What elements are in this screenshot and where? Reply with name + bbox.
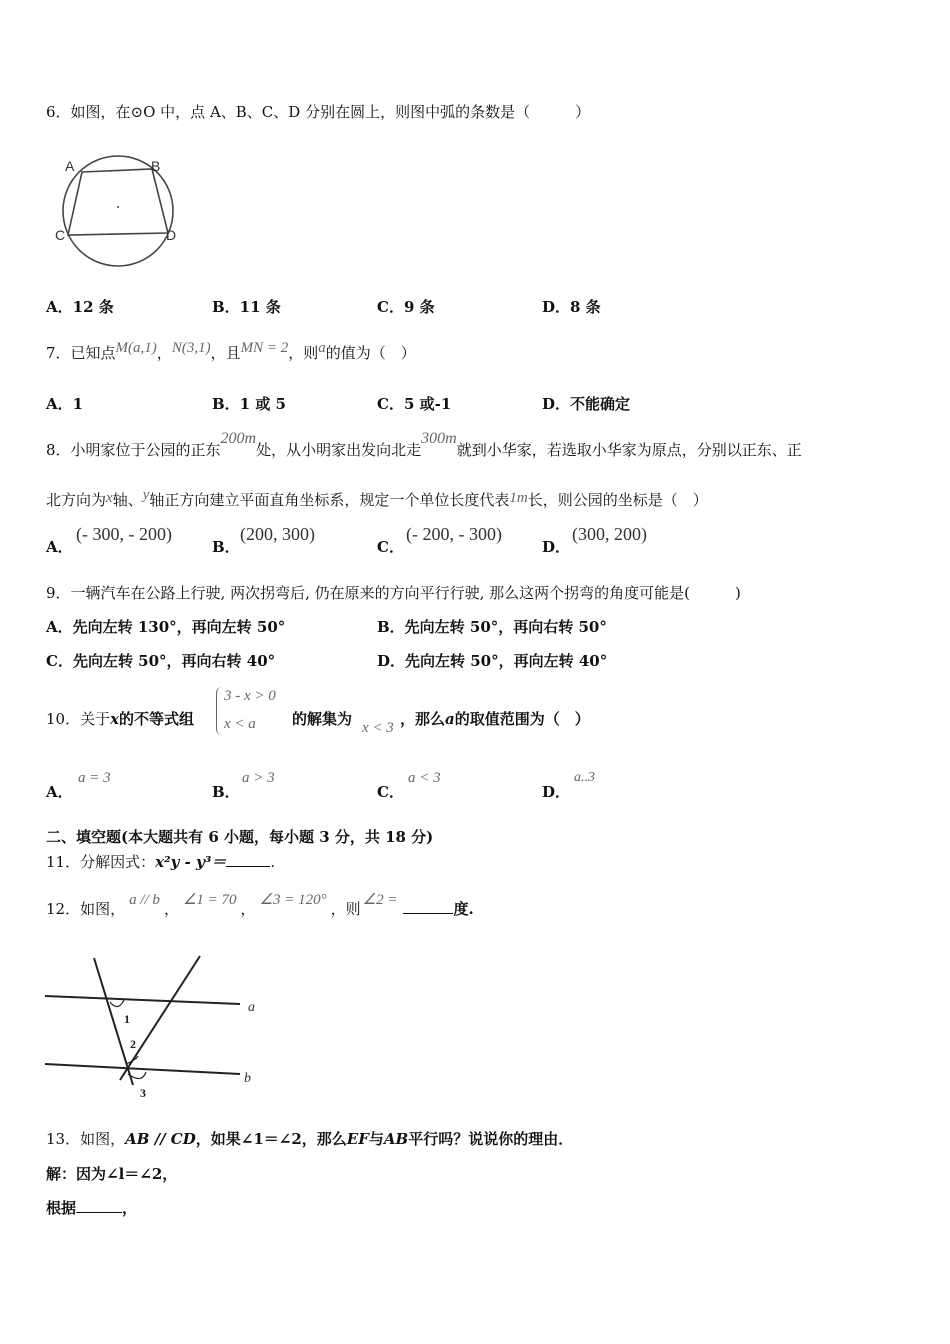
q6-option-d[interactable]: D．8 条 xyxy=(542,298,601,316)
q12-parallel-lines-figure xyxy=(40,952,280,1102)
q9-option-a[interactable]: A．先向左转 130°，再向左转 50° xyxy=(46,618,286,636)
q9-option-d[interactable]: D．先向左转 50°，再向左转 40° xyxy=(377,652,608,670)
q11-text: 11．分解因式： xyxy=(46,853,156,871)
q10-stem-part1 xyxy=(46,709,194,729)
q6-circle-figure xyxy=(50,152,190,272)
q8-stem-line1 xyxy=(46,430,802,461)
q10-inequality-2: x < a xyxy=(224,716,256,732)
label-a: a xyxy=(248,1000,255,1015)
q13-ab-cd: AB // CD xyxy=(125,1130,196,1148)
q8-stem-line2 xyxy=(46,487,708,511)
q10-option-a-letter: A． xyxy=(46,783,73,801)
label-b: b xyxy=(244,1071,251,1086)
quadrilateral-abdc xyxy=(68,169,168,235)
q13-solution-line1: 解：因为∠l＝∠2， xyxy=(46,1165,178,1183)
q8-text-1b: 处，从小明家出发向北走 xyxy=(256,441,422,459)
q8-option-c-letter: C． xyxy=(377,538,404,556)
section-2-heading: 二、填空题(本大题共有 6 小题，每小题 3 分，共 18 分) xyxy=(46,828,434,846)
q7-text-4: ，则 xyxy=(288,344,319,362)
q12-answer-blank[interactable] xyxy=(403,899,453,914)
q10-system-brace xyxy=(216,687,223,735)
q12-comma-1: ， xyxy=(163,900,179,918)
q10-option-a-value: a = 3 xyxy=(78,770,111,786)
q13-reason-end: ， xyxy=(122,1199,138,1217)
label-a: A xyxy=(65,158,75,174)
q7-stem xyxy=(46,340,416,364)
q13-text-1: 13．如图， xyxy=(46,1130,126,1148)
q7-var-a: a xyxy=(318,340,326,356)
q7-text-2: ， xyxy=(156,344,172,362)
q13-reason-blank[interactable] xyxy=(76,1198,122,1213)
q8-text-2a: 北方向为 xyxy=(46,491,107,509)
label-c: C xyxy=(55,227,66,243)
q11-answer-blank[interactable] xyxy=(226,852,270,867)
label-3: 3 xyxy=(140,1086,146,1100)
q10-stem-part2 xyxy=(400,709,590,729)
q8-option-d-letter: D． xyxy=(542,538,571,556)
q8-option-c[interactable] xyxy=(377,537,404,557)
q8-distance-300: 300m xyxy=(421,430,457,447)
q13-ab: AB xyxy=(383,1130,409,1148)
q7-option-a[interactable]: A．1 xyxy=(46,395,84,413)
q7-text-1: 7．已知点 xyxy=(46,344,116,362)
q10-option-b-value: a > 3 xyxy=(242,770,275,786)
q10-solution: x < 3 xyxy=(362,720,394,736)
q10-option-d[interactable] xyxy=(542,782,570,802)
q11-end: . xyxy=(270,853,276,871)
q12-text-2: ，则 xyxy=(330,900,361,918)
q8-option-a[interactable] xyxy=(46,537,73,557)
q10-option-d-letter: D． xyxy=(542,783,571,801)
q8-text-2b: 轴、 xyxy=(112,491,143,509)
q11-stem xyxy=(46,852,275,872)
q7-text-5: 的值为（ ） xyxy=(325,344,416,362)
q10-text-4: ，那么 xyxy=(400,710,446,728)
q8-distance-200: 200m xyxy=(220,430,257,447)
q10-option-b[interactable] xyxy=(212,782,240,802)
q13-text-4: 平行吗？说说你的理由． xyxy=(408,1130,574,1148)
q8-option-a-letter: A． xyxy=(46,538,73,556)
q10-option-c-value: a < 3 xyxy=(408,770,441,786)
label-2: 2 xyxy=(130,1037,136,1051)
line-b xyxy=(45,1064,240,1074)
q10-option-c[interactable] xyxy=(377,782,404,802)
q8-y-axis: y xyxy=(142,487,150,503)
q10-text-2: 的不等式组 xyxy=(119,710,195,728)
q8-unit-1m: 1m xyxy=(509,490,528,506)
angle-1-arc xyxy=(110,1000,124,1007)
q8-text-1c: 就到小华家，若选取小华家为原点，分别以正东、正 xyxy=(456,441,802,459)
q7-point-m: M(a,1) xyxy=(115,340,157,356)
q7-option-d[interactable]: D．不能确定 xyxy=(542,395,631,413)
q9-option-b[interactable]: B．先向左转 50°，再向右转 50° xyxy=(377,618,607,636)
q10-inequality-1: 3 - x > 0 xyxy=(224,688,276,704)
q13-text-3: 与 xyxy=(368,1130,384,1148)
q7-option-c[interactable]: C．5 或-1 xyxy=(377,395,452,413)
q12-stem xyxy=(46,892,474,920)
q10-var-x: x xyxy=(110,710,120,728)
q10-text-3: 的解集为 xyxy=(292,710,353,728)
q13-solution-line2 xyxy=(46,1198,137,1218)
q12-end: 度. xyxy=(453,900,474,918)
q8-option-c-value: (- 200, - 300) xyxy=(406,524,502,544)
q7-point-n: N(3,1) xyxy=(171,340,211,356)
q13-stem xyxy=(46,1129,573,1149)
q13-ef: EF xyxy=(346,1130,369,1148)
q6-option-a[interactable]: A．12 条 xyxy=(46,298,114,316)
q10-option-c-letter: C． xyxy=(377,783,404,801)
q7-option-b[interactable]: B．1 或 5 xyxy=(212,395,286,413)
q8-x-axis: x xyxy=(106,490,113,506)
q10-option-a[interactable] xyxy=(46,782,73,802)
q7-text-3: ，且 xyxy=(210,344,241,362)
q8-option-d-value: (300, 200) xyxy=(572,524,647,544)
q8-text-2d: 长，则公园的坐标是（ ） xyxy=(527,491,708,509)
q6-option-b[interactable]: B．11 条 xyxy=(212,298,281,316)
q10-var-a: a xyxy=(445,710,455,728)
q9-stem: 9．一辆汽车在公路上行驶, 两次拐弯后, 仍在原来的方向平行行驶, 那么这两个拐弯的角度可能是( ) xyxy=(46,584,741,602)
q8-text-2c: 轴正方向建立平面直角坐标系，规定一个单位长度代表 xyxy=(149,491,510,509)
q8-option-b-value: (200, 300) xyxy=(240,524,315,544)
q12-angle-3: ∠3 = 120° xyxy=(259,892,327,908)
q13-reason-label: 根据 xyxy=(46,1199,77,1217)
label-d: D xyxy=(166,227,177,243)
q12-comma-2: ， xyxy=(240,900,256,918)
label-b: B xyxy=(151,158,161,174)
q12-text-1: 12．如图， xyxy=(46,900,126,918)
q12-angle-1: ∠1 = 70 xyxy=(182,892,237,908)
q8-option-b-letter: B． xyxy=(212,538,240,556)
q8-option-a-value: (- 300, - 200) xyxy=(76,524,172,544)
q11-expression: x²y - y³＝ xyxy=(155,853,227,871)
center-dot xyxy=(117,206,119,208)
q10-text-5: 的取值范围为（ ） xyxy=(454,710,590,728)
q10-text-1: 10．关于 xyxy=(46,710,111,728)
q9-option-c[interactable]: C．先向左转 50°，再向右转 40° xyxy=(46,652,276,670)
label-1: 1 xyxy=(124,1012,130,1026)
q10-option-b-letter: B． xyxy=(212,783,240,801)
q13-text-2: ，如果∠1＝∠2，那么 xyxy=(195,1130,347,1148)
q10-option-d-value: a..3 xyxy=(574,770,595,785)
q8-option-d[interactable] xyxy=(542,537,570,557)
q8-text-1a: 8．小明家位于公园的正东 xyxy=(46,441,221,459)
q7-mn-eq: MN = 2 xyxy=(240,340,289,356)
q12-parallel: a // b xyxy=(129,892,160,908)
q12-angle-2: ∠2 = xyxy=(362,892,398,908)
q8-option-b[interactable] xyxy=(212,537,240,557)
line-a xyxy=(45,996,240,1004)
q6-stem: 6．如图，在⊙O 中，点 A、B、C、D 分别在圆上，则图中弧的条数是（ ） xyxy=(46,103,591,121)
q6-option-c[interactable]: C．9 条 xyxy=(377,298,435,316)
